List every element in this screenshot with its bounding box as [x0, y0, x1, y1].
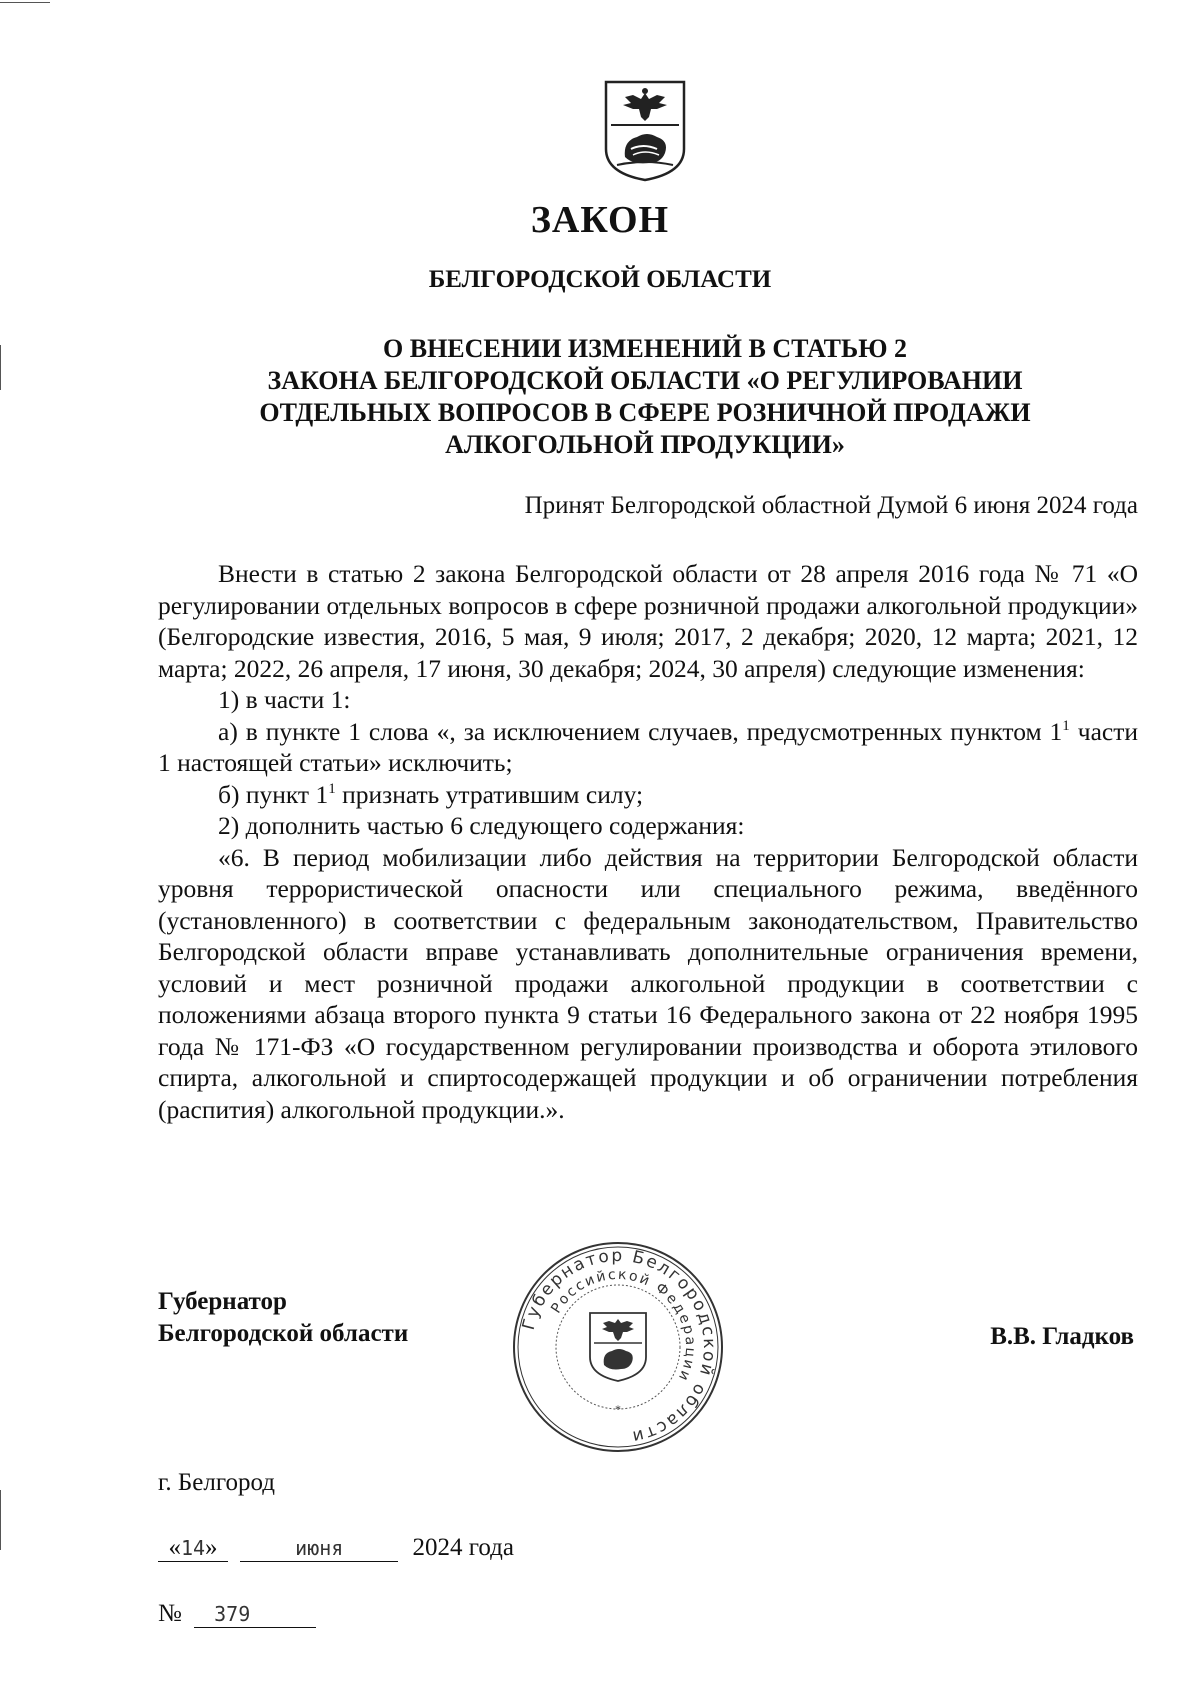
signing-date [158, 1534, 514, 1562]
signatory-position-line: Белгородской области [158, 1320, 409, 1347]
adoption-note: Принят Белгородской областной Думой 6 июня 2024 года [524, 492, 1138, 519]
superscript: 1 [328, 780, 336, 797]
seal-outer-text: Губернатор Белгородской области [518, 1245, 720, 1448]
law-title-line: АЛКОГОЛЬНОЙ ПРОДУКЦИИ» [445, 430, 845, 459]
law-number [158, 1600, 316, 1628]
law-title-line: ЗАКОНА БЕЛГОРОДСКОЙ ОБЛАСТИ «О РЕГУЛИРОВАНИИ [267, 366, 1023, 395]
scan-artifact [0, 1490, 1, 1550]
law-body [158, 558, 1138, 1125]
seal-inner-text: Российской Федерации [548, 1266, 699, 1385]
quote-mark: « [168, 1534, 181, 1561]
subitem-a-text: а) в пункте 1 слова «, за исключением случаев, предусмотренных пунктом 1 [218, 716, 1063, 746]
quote-mark: » [205, 1534, 218, 1561]
intro-paragraph: Внести в статью 2 закона Белгородской области от 28 апреля 2016 года № 71 «О регулировании отдельных вопросов в сфере розничной продажи алкогольной продукции» (Белгородские известия, 2016, 5 мая, 9 июля; 2017, 2 декабря; 2020, 12 марта; 2021, 12 марта; 2022, 26 апреля, 17 июня, 30 декабря; 2024, 30 апреля) следующие изменения: [158, 559, 1138, 683]
seal-emblem [590, 1313, 646, 1381]
document-type-heading: ЗАКОН [530, 199, 670, 241]
date-year: 2024 года [412, 1534, 514, 1561]
number-label: № [158, 1600, 182, 1627]
amendment-item: 2) дополнить частью 6 следующего содержания: [218, 811, 745, 840]
law-title [150, 333, 1140, 461]
svg-text:*: * [615, 1402, 621, 1416]
date-day-field [158, 1535, 228, 1562]
scan-artifact [0, 2, 50, 3]
subitem-b-text-end: признать утратившим силу; [335, 779, 644, 809]
subitem-a-text-end: части 1 настоящей статьи» исключить; [158, 716, 1138, 777]
amendment-item: 1) в части 1: [218, 685, 351, 714]
signatory-position-line: Губернатор [158, 1288, 287, 1315]
subitem-b-text: б) пункт 1 [218, 779, 329, 809]
quoted-new-part: «6. В период мобилизации либо действия на территории Белгородской области уровня террористической опасности или специального режима, введённого (установленного) в соответствии с федеральным законодательством, Правительство Белгородской области вправе устанавливать дополнительные ограничения времени, условий и мест розничной продажи алкогольной продукции в соответствии с положениями абзаца второго пункта 9 статьи 16 Федерального закона от 22 ноября 1995 года № 171-ФЗ «О государственном регулировании производства и оборота этилового спирта, алкогольной и спиртосодержащей продукции и об ограничении потребления (распития) алкогольной продукции.». [158, 842, 1138, 1124]
law-title-line: ОТДЕЛЬНЫХ ВОПРОСОВ В СФЕРЕ РОЗНИЧНОЙ ПРОДАЖИ [259, 398, 1031, 427]
date-day-handwritten: 14 [180, 1536, 206, 1560]
number-handwritten: 379 [194, 1601, 316, 1628]
region-heading: БЕЛГОРОДСКОЙ ОБЛАСТИ [428, 266, 772, 293]
place-of-signing: г. Белгород [158, 1469, 275, 1496]
amendment-subitem-a [158, 716, 1138, 779]
law-title-line: О ВНЕСЕНИИ ИЗМЕНЕНИЙ В СТАТЬЮ 2 [383, 334, 907, 363]
superscript: 1 [1062, 717, 1070, 734]
signatory-position [158, 1286, 408, 1350]
coat-of-arms-icon [603, 79, 687, 183]
amendment-subitem-b [158, 779, 1138, 811]
scan-artifact [0, 345, 1, 390]
date-month-handwritten: июня [240, 1535, 398, 1562]
governor-seal-icon [508, 1237, 728, 1457]
signatory-name: В.В. Гладков [990, 1323, 1134, 1350]
